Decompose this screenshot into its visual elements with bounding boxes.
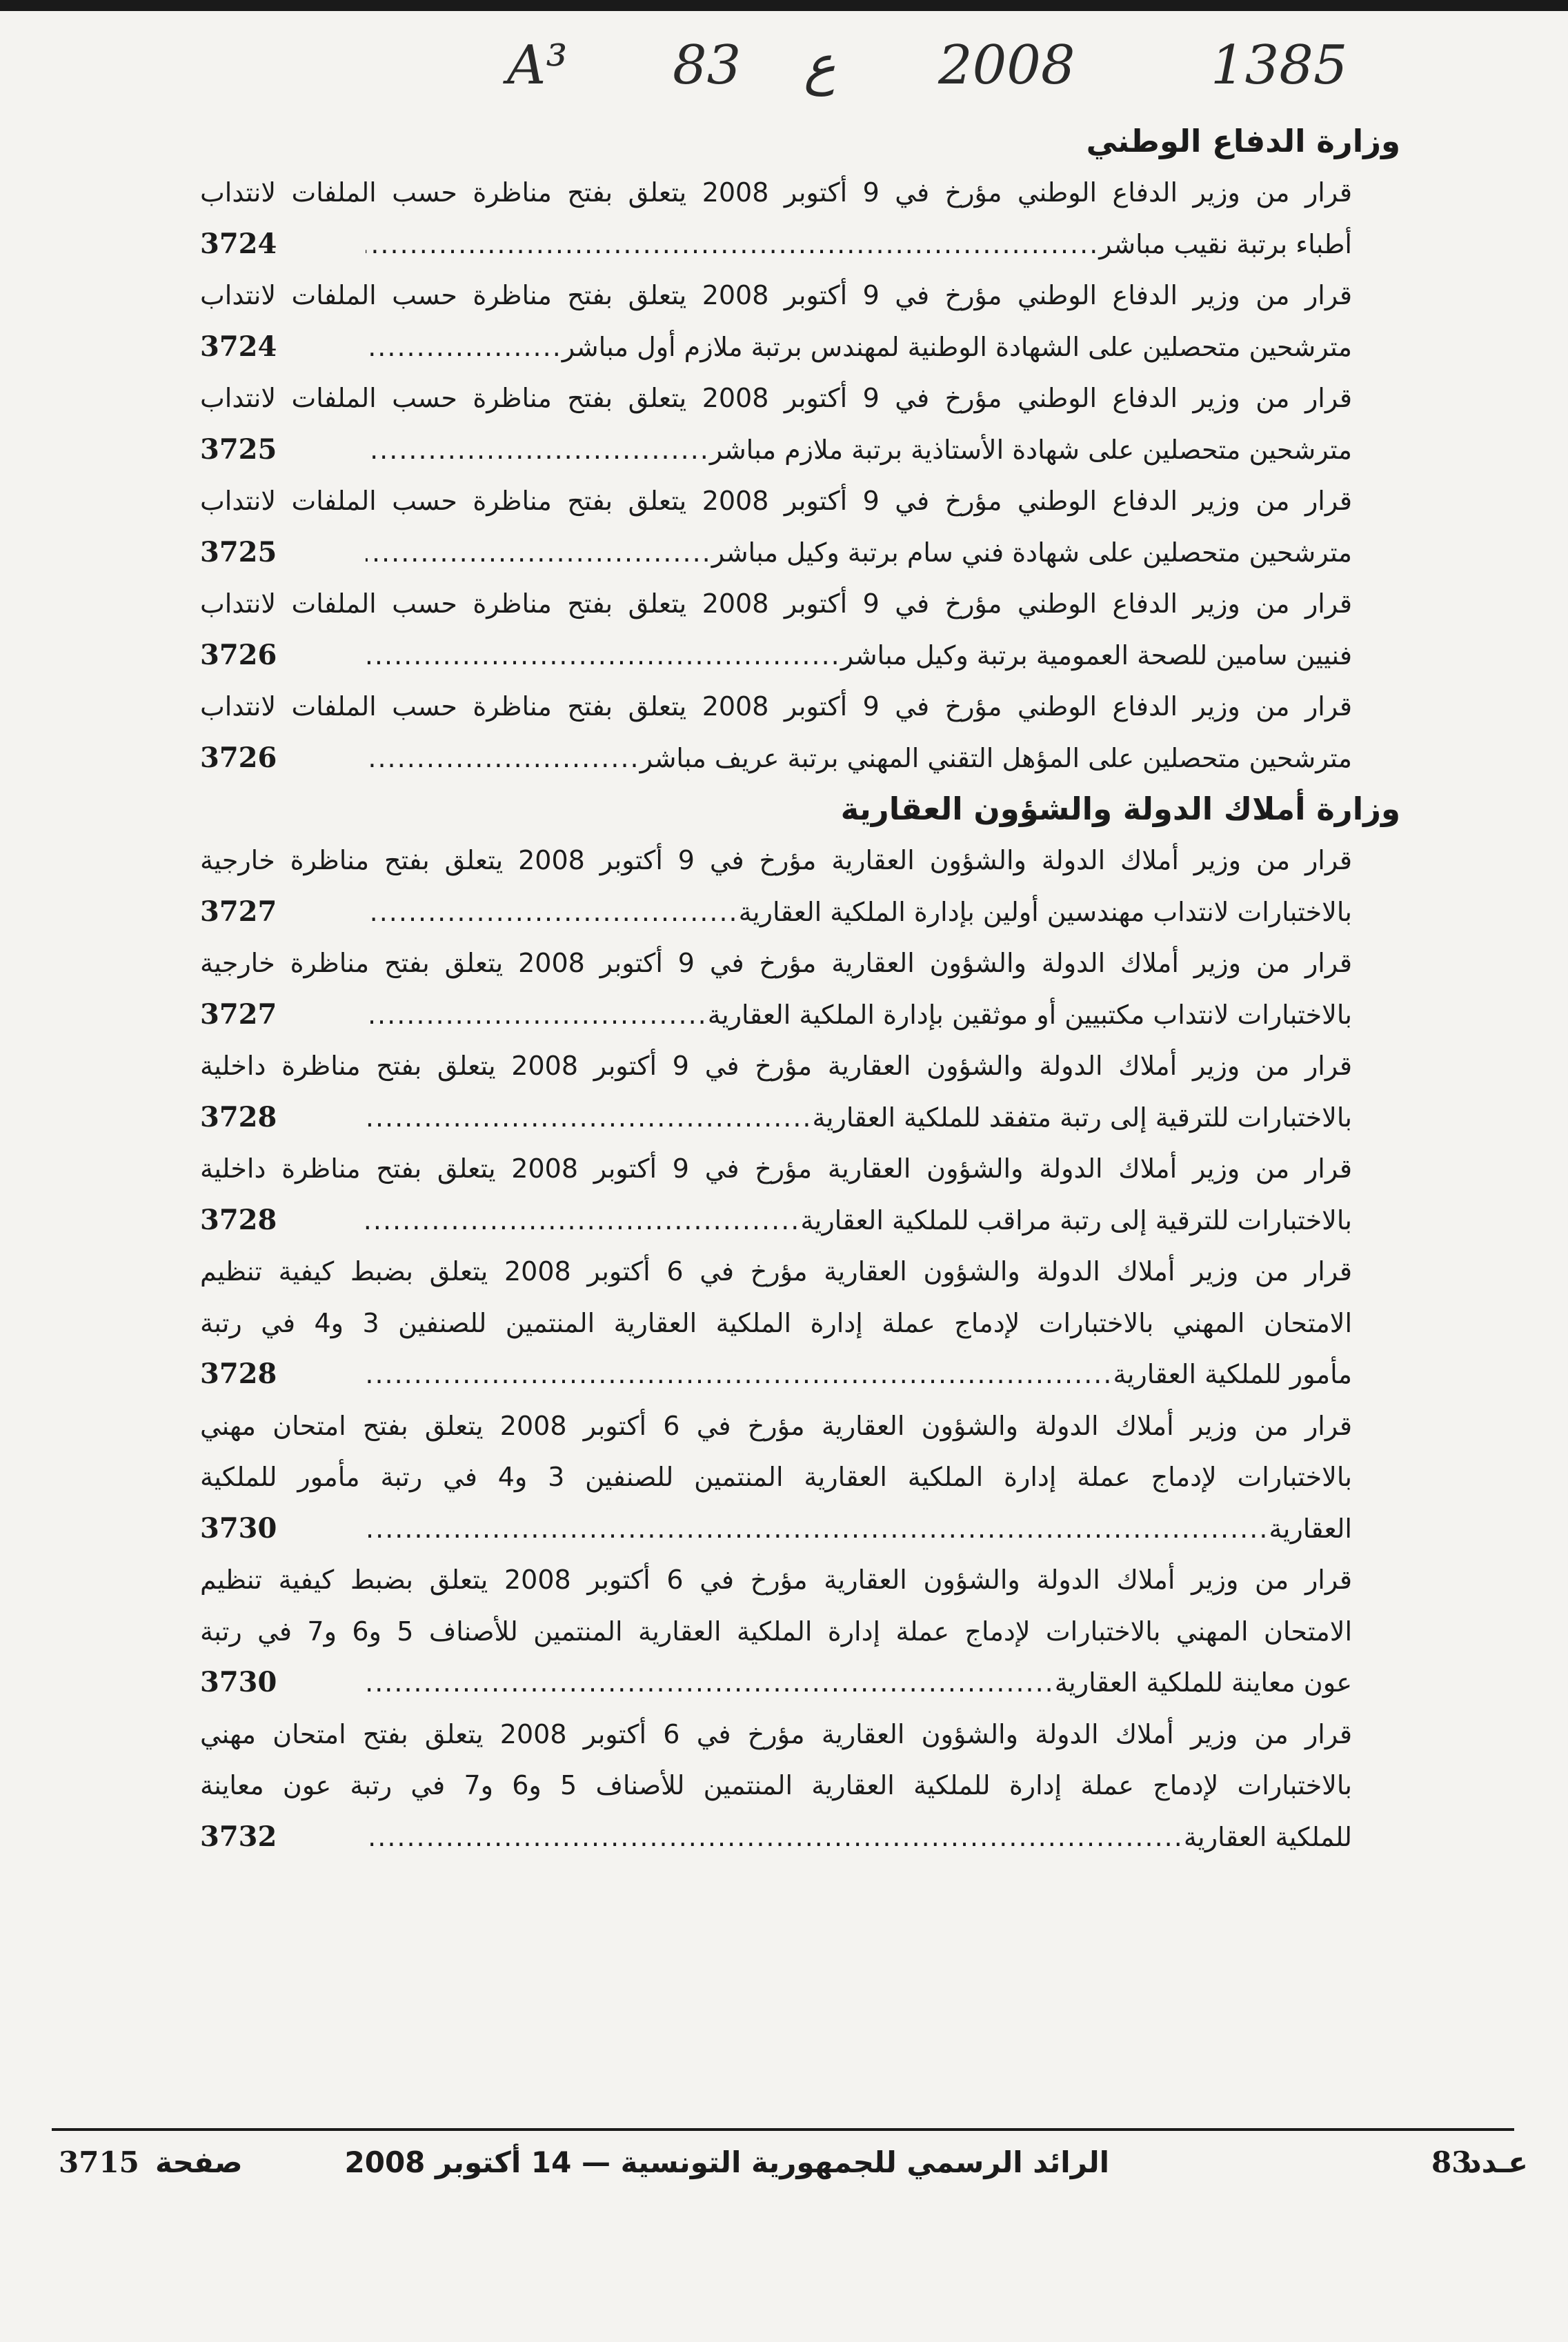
dot-leader: [366, 886, 739, 938]
toc-entry-title-end: العقارية: [1269, 1513, 1352, 1544]
toc-entry-title-end: أطباء برتبة نقيب مباشر: [1099, 228, 1352, 259]
toc-entry-line: قرار من وزير أملاك الدولة والشؤون العقارية مؤرخ في 6 أكتوبر 2008 يتعلق بضبط كيفية تنظيم: [200, 1565, 1352, 1595]
dot-leader: [366, 321, 562, 373]
toc-entry-line: قرار من وزير أملاك الدولة والشؤون العقارية مؤرخ في 6 أكتوبر 2008 يتعلق بفتح امتحان مهني: [200, 1410, 1352, 1441]
toc-entry-title-end: فنيين سامين للصحة العمومية برتبة وكيل مباشر: [840, 639, 1352, 671]
dot-leader: [366, 424, 710, 476]
section-heading: وزارة أملاك الدولة والشؤون العقارية: [840, 791, 1400, 827]
toc-entry-title-end: مترشحين متحصلين على شهادة الأستاذية برتبة ملازم مباشر: [709, 434, 1352, 465]
toc-entry: [200, 681, 1352, 784]
toc-page-number: 3724: [200, 330, 277, 363]
dot-leader: [366, 1657, 1055, 1709]
toc-page-number: 3727: [200, 998, 277, 1031]
toc-entry-line: قرار من وزير أملاك الدولة والشؤون العقارية مؤرخ في 9 أكتوبر 2008 يتعلق بفتح مناظرة داخلية: [200, 1153, 1352, 1184]
footer-page-number: 3715: [59, 2145, 139, 2179]
toc-entry: [200, 578, 1352, 681]
toc-entry-line: قرار من وزير الدفاع الوطني مؤرخ في 9 أكتوبر 2008 يتعلق بفتح مناظرة حسب الملفات لانتداب: [200, 177, 1352, 208]
toc-entry-line: قرار من وزير أملاك الدولة والشؤون العقارية مؤرخ في 6 أكتوبر 2008 يتعلق بفتح امتحان مهني: [200, 1718, 1352, 1749]
toc-entry: [200, 937, 1352, 1040]
toc-page-number: 3732: [200, 1820, 277, 1853]
toc-entry: [200, 475, 1352, 578]
footer-issue-number: 83: [1431, 2145, 1472, 2179]
scan-top-edge: [0, 0, 1568, 11]
toc-entry: [200, 1400, 1352, 1555]
toc-entry-line: قرار من وزير الدفاع الوطني مؤرخ في 9 أكتوبر 2008 يتعلق بفتح مناظرة حسب الملفات لانتداب: [200, 588, 1352, 619]
footer-issue-label: عـدد: [1467, 2145, 1528, 2179]
toc-entry-final-line: [366, 1349, 1352, 1400]
toc-entry-final-line: [366, 630, 1352, 682]
toc-entry-line: قرار من وزير الدفاع الوطني مؤرخ في 9 أكتوبر 2008 يتعلق بفتح مناظرة حسب الملفات لانتداب: [200, 486, 1352, 516]
toc-entry-line: قرار من وزير أملاك الدولة والشؤون العقارية مؤرخ في 9 أكتوبر 2008 يتعلق بفتح مناظرة خارجية: [200, 948, 1352, 978]
toc-entry-final-line: [366, 219, 1352, 270]
toc-entry-title-end: بالاختبارات لانتداب مهندسين أولين بإدارة الملكية العقارية: [738, 896, 1352, 927]
toc-entry-final-line: [366, 1503, 1352, 1555]
toc-entry-title-end: بالاختبارات للترقية إلى رتبة مراقب للملكية العقارية: [800, 1204, 1352, 1235]
toc-entry-final-line: [366, 886, 1352, 938]
toc-entry-final-line: [366, 527, 1352, 579]
toc-entry: [200, 1040, 1352, 1143]
toc-page-number: 3728: [200, 1100, 277, 1133]
handwritten-annotation: [0, 28, 1568, 117]
toc-page-number: 3725: [200, 535, 277, 568]
toc-entry-title-end: مترشحين متحصلين على الشهادة الوطنية لمهندس برتبة ملازم أول مباشر: [562, 331, 1352, 362]
toc-entry-line: قرار من وزير أملاك الدولة والشؤون العقارية مؤرخ في 9 أكتوبر 2008 يتعلق بفتح مناظرة خارجية: [200, 845, 1352, 875]
toc-entry-line: قرار من وزير أملاك الدولة والشؤون العقارية مؤرخ في 9 أكتوبر 2008 يتعلق بفتح مناظرة داخلية: [200, 1051, 1352, 1081]
handwritten-code-b: 83: [673, 34, 742, 97]
toc-entry: [200, 270, 1352, 373]
handwritten-code-c: ع: [804, 34, 836, 97]
toc-page-number: 3725: [200, 433, 277, 466]
toc-entry: [200, 835, 1352, 937]
footer-page-label: صفحة: [155, 2145, 243, 2179]
footer-publication-line: [345, 2145, 1109, 2194]
toc-entry: [200, 1246, 1352, 1400]
toc-entry-line: بالاختبارات لإدماج عملة إدارة للملكية العقارية المنتمين للأصناف 5 و6 و7 في رتبة عون معاينة: [200, 1770, 1352, 1800]
toc-entry-final-line: [366, 424, 1352, 476]
footer-date: 14 أكتوبر 2008: [344, 2145, 572, 2179]
dot-leader: [366, 1503, 1269, 1555]
toc-entry: [200, 1554, 1352, 1709]
toc-entry-final-line: [366, 1092, 1352, 1144]
footer-publication: الرائد الرسمي للجمهورية التونسية —: [581, 2145, 1109, 2179]
toc-entry-line: الامتحان المهني بالاختبارات لإدماج عملة إدارة الملكية العقارية المنتمين للأصناف 5 و6 و7 في رتبة: [200, 1616, 1352, 1647]
toc-entry-line: قرار من وزير أملاك الدولة والشؤون العقارية مؤرخ في 6 أكتوبر 2008 يتعلق بضبط كيفية تنظيم: [200, 1256, 1352, 1287]
dot-leader: [366, 527, 712, 579]
dot-leader: [366, 1092, 813, 1144]
toc-entry: [200, 167, 1352, 270]
toc-entry-title-end: مترشحين متحصلين على شهادة فني سام برتبة وكيل مباشر: [711, 537, 1352, 568]
toc-entry-line: قرار من وزير الدفاع الوطني مؤرخ في 9 أكتوبر 2008 يتعلق بفتح مناظرة حسب الملفات لانتداب: [200, 383, 1352, 413]
handwritten-code-e: 1385: [1211, 34, 1348, 97]
toc-entry-title-end: للملكية العقارية: [1183, 1821, 1352, 1852]
toc-entry-final-line: [366, 1812, 1352, 1863]
toc-entry-line: قرار من وزير الدفاع الوطني مؤرخ في 9 أكتوبر 2008 يتعلق بفتح مناظرة حسب الملفات لانتداب: [200, 691, 1352, 722]
footer-rule: [52, 2128, 1514, 2131]
toc-page-number: 3728: [200, 1358, 277, 1390]
dot-leader: [366, 1349, 1113, 1400]
toc-entry-final-line: [366, 733, 1352, 784]
toc-entry-final-line: [366, 989, 1352, 1041]
toc-page-number: 3726: [200, 638, 277, 671]
table-of-contents: [200, 116, 1400, 1863]
dot-leader: [366, 1195, 800, 1247]
toc-entry-final-line: [366, 321, 1352, 373]
dot-leader: [366, 989, 708, 1041]
handwritten-code-a: A³: [507, 34, 568, 97]
toc-entry-title-end: عون معاينة للملكية العقارية: [1054, 1667, 1352, 1698]
toc-entry-final-line: [366, 1195, 1352, 1247]
toc-entry-title-end: بالاختبارات لانتداب مكتبيين أو موثقين بإدارة الملكية العقارية: [707, 999, 1352, 1030]
toc-entry-title-end: مأمور للملكية العقارية: [1113, 1359, 1352, 1389]
toc-entry-line: بالاختبارات لإدماج عملة إدارة الملكية العقارية المنتمين للصنفين 3 و4 في رتبة مأمور للملكية: [200, 1462, 1352, 1492]
toc-entry-title-end: بالاختبارات للترقية إلى رتبة متفقد للملكية العقارية: [812, 1102, 1352, 1133]
toc-page-number: 3730: [200, 1511, 277, 1545]
handwritten-code-d: 2008: [938, 34, 1075, 97]
toc-entry-line: الامتحان المهني بالاختبارات لإدماج عملة إدارة الملكية العقارية المنتمين للصنفين 3 و4 في رتبة: [200, 1307, 1352, 1338]
dot-leader: [366, 630, 841, 682]
toc-entry-final-line: [366, 1657, 1352, 1709]
toc-page-number: 3724: [200, 227, 277, 260]
toc-entry: [200, 1709, 1352, 1863]
toc-page-number: 3730: [200, 1666, 277, 1698]
toc-entry-title-end: مترشحين متحصلين على المؤهل التقني المهني برتبة عريف مباشر: [639, 742, 1352, 773]
section-heading: وزارة الدفاع الوطني: [1086, 123, 1400, 159]
toc-page-number: 3726: [200, 741, 277, 774]
dot-leader: [366, 219, 1099, 270]
dot-leader: [366, 733, 640, 784]
toc-entry: [200, 373, 1352, 475]
toc-page-number: 3727: [200, 895, 277, 928]
toc-page-number: 3728: [200, 1203, 277, 1236]
dot-leader: [366, 1812, 1184, 1863]
toc-entry: [200, 1143, 1352, 1246]
toc-entry-line: قرار من وزير الدفاع الوطني مؤرخ في 9 أكتوبر 2008 يتعلق بفتح مناظرة حسب الملفات لانتداب: [200, 280, 1352, 310]
